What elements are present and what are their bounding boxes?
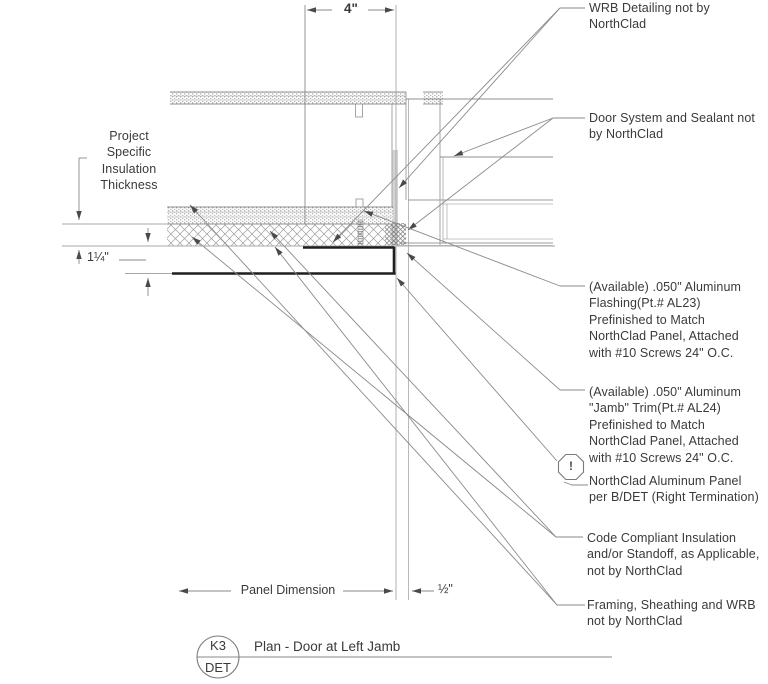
door-system (385, 99, 553, 246)
label-line: Project (109, 129, 149, 143)
insulation-thickness-label (83, 128, 175, 194)
callout-line: NorthClad (589, 17, 647, 32)
callout-line: "Jamb" Trim(Pt.# AL24) (589, 401, 721, 416)
callout-line: WRB Detailing not by (589, 1, 710, 15)
label-line: Specific (106, 145, 152, 160)
callout-northclad-panel (589, 473, 759, 506)
callout-line: NorthClad Panel, Attached (589, 434, 739, 449)
callout-line: Flashing(Pt.# AL23) (589, 296, 701, 311)
callout-line: Prefinished to Match (589, 417, 705, 432)
callout-framing-sheathing (587, 597, 756, 630)
callout-line: Prefinished to Match (589, 312, 705, 327)
dimension-half-in-text: ½" (438, 582, 453, 596)
callout-line: (Available) .050" Aluminum (589, 280, 742, 294)
dimension-panel-text: Panel Dimension (240, 583, 336, 597)
callout-line: Code Compliant Insulation (587, 531, 737, 545)
callout-flashing-al23 (589, 279, 741, 361)
detail-id: K3 (210, 638, 226, 653)
label-line: Insulation (101, 161, 157, 176)
callout-line: by NorthClad (589, 127, 664, 142)
dimension-1-1-4in-text: 1¼" (87, 250, 109, 264)
callout-door-system (589, 110, 755, 143)
callout-line: not by NorthClad (587, 614, 683, 629)
aluminum-panel-and-trim (172, 247, 396, 275)
callout-line: NorthClad Aluminum Panel (589, 474, 742, 488)
callout-line: not by NorthClad (587, 563, 683, 578)
leader-panel (397, 278, 557, 461)
dimension-panel-offset (119, 228, 148, 296)
wall-assembly-mid (167, 199, 393, 248)
callout-line: Door System and Sealant not (589, 111, 755, 125)
wall-assembly-top (170, 92, 443, 117)
label-line: Thickness (100, 178, 158, 193)
screw-fastener (358, 220, 363, 248)
dimension-top-4in (305, 5, 394, 224)
attention-mark: ! (569, 459, 573, 473)
callout-jamb-trim-al24 (589, 384, 741, 466)
callout-line: with #10 Screws 24" O.C. (589, 345, 734, 360)
callout-line: per B/DET (Right Termination) (589, 490, 759, 505)
callout-line: with #10 Screws 24" O.C. (589, 450, 734, 465)
callout-line: and/or Standoff, as Applicable, (587, 547, 760, 562)
sheet-ref: DET (205, 660, 231, 675)
callout-wrb-detailing (589, 0, 710, 33)
dimension-4in-text: 4" (344, 1, 358, 16)
callout-code-insulation (587, 530, 759, 579)
callout-line: Framing, Sheathing and WRB (587, 598, 756, 612)
callout-line: (Available) .050" Aluminum (589, 385, 742, 399)
callout-line: NorthClad Panel, Attached (589, 329, 739, 344)
panel-clip (356, 199, 363, 207)
panel-clip (356, 104, 363, 117)
drawing-title: Plan - Door at Left Jamb (254, 639, 401, 654)
